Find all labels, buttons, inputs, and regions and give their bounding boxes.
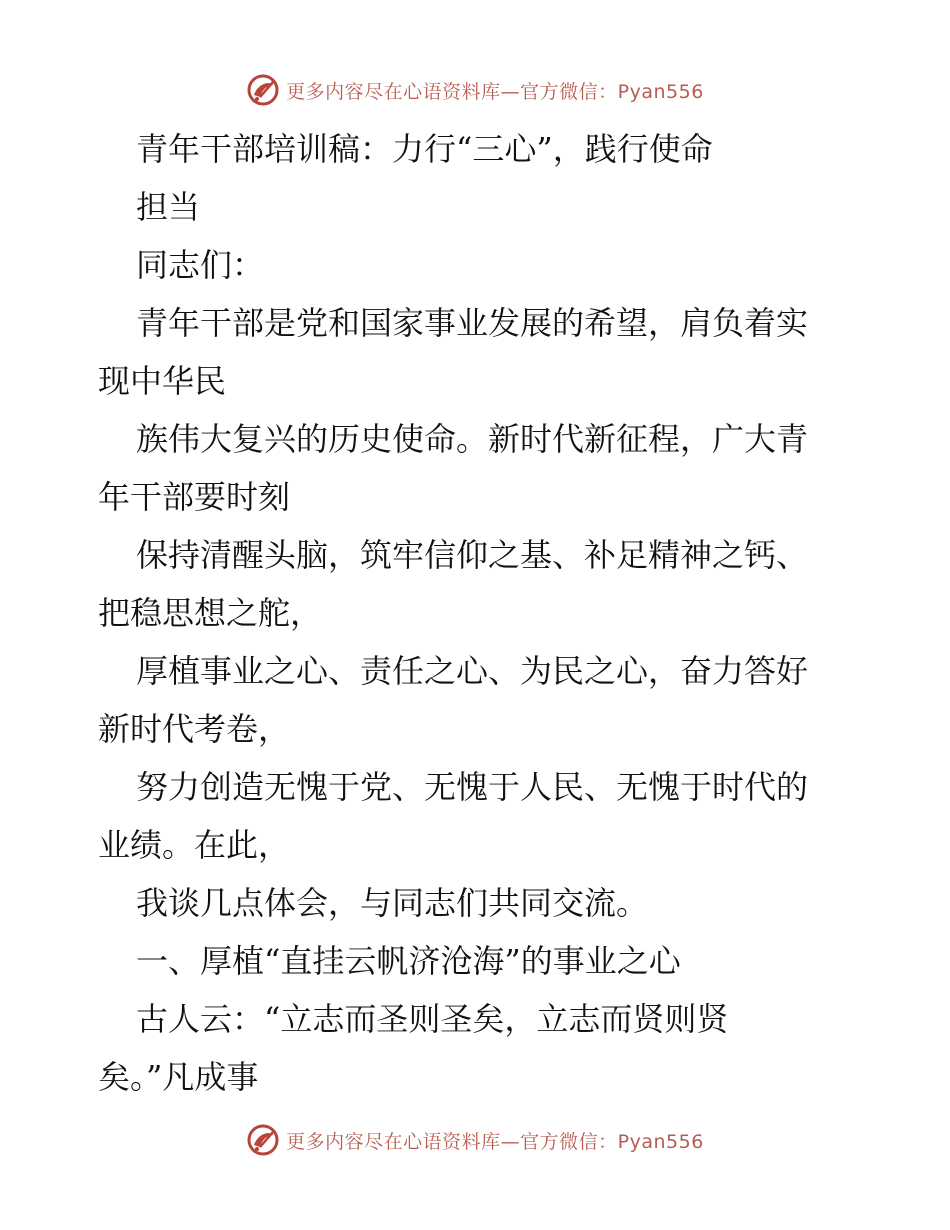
text-line: 新时代考卷， — [98, 710, 291, 748]
red-swirl-logo-icon — [246, 1123, 280, 1157]
watermark-text: 更多内容尽在心语资料库—官方微信：Pyan556 — [286, 1130, 704, 1153]
text-line: 把稳思想之舵， — [98, 594, 323, 632]
text-line: 我谈几点体会，与同志们共同交流。 — [136, 884, 649, 922]
text-line: 保持清醒头脑，筑牢信仰之基、补足精神之钙、 — [136, 536, 809, 574]
header-watermark — [0, 72, 950, 108]
text-line: 一、厚植“直挂云帆济沧海”的事业之心 — [136, 942, 681, 980]
red-swirl-logo-icon — [246, 73, 280, 107]
footer-watermark — [0, 1122, 950, 1158]
text-line: 族伟大复兴的历史使命。新时代新征程，广大青 — [136, 420, 809, 458]
watermark-text: 更多内容尽在心语资料库—官方微信：Pyan556 — [286, 80, 704, 103]
text-line: 现中华民 — [98, 362, 227, 400]
text-line: 年干部要时刻 — [98, 478, 291, 516]
text-line: 青年干部培训稿：力行“三心”，践行使命 — [136, 130, 713, 168]
text-line: 担当 — [136, 188, 201, 226]
text-line: 业绩。在此， — [98, 826, 291, 864]
text-line: 同志们： — [136, 246, 265, 284]
text-line: 厚植事业之心、责任之心、为民之心，奋力答好 — [136, 652, 809, 690]
text-line: 青年干部是党和国家事业发展的希望，肩负着实 — [136, 304, 809, 342]
document-body — [98, 120, 858, 1106]
text-line: 古人云：“立志而圣则圣矣，立志而贤则贤 — [136, 1000, 729, 1038]
text-line: 努力创造无愧于党、无愧于人民、无愧于时代的 — [136, 768, 809, 806]
text-line: 矣。”凡成事 — [98, 1058, 259, 1096]
